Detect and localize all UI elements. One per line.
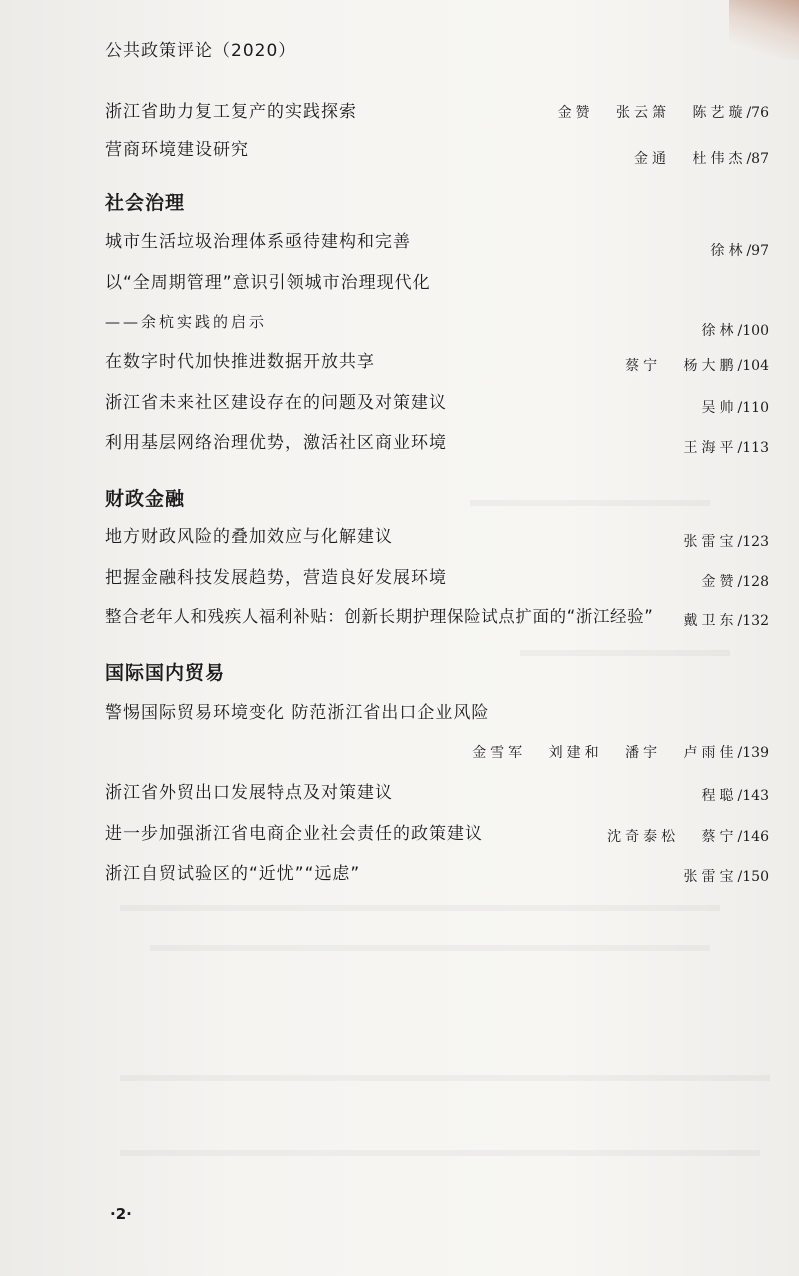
author-names: 金雪军 刘建和 潘宇 卢雨佳 [472, 745, 738, 761]
page-number: ·2· [110, 1205, 132, 1223]
author-names: 徐林 [710, 243, 747, 259]
toc-entry-title: 浙江省助力复工复产的实践探索 [105, 102, 357, 122]
toc-entry-subtitle: ——余杭实践的启示 [105, 313, 268, 331]
page-ref: /104 [737, 358, 769, 374]
author-names: 沈奇泰松 蔡宁 [607, 829, 738, 845]
page-ref: /100 [737, 323, 769, 339]
running-header: 公共政策评论（2020） [105, 41, 297, 61]
toc-entry-authors [702, 320, 769, 340]
toc-entry-title: 营商环境建设研究 [105, 140, 249, 160]
toc-entry-title: 把握金融科技发展趋势，营造良好发展环境 [105, 568, 447, 588]
page-ref: /139 [737, 745, 769, 761]
author-names: 王海平 [683, 440, 738, 456]
section-heading: 财政金融 [105, 488, 186, 510]
toc-entry-title: 浙江自贸试验区的“近忧”“远虑” [105, 864, 361, 884]
toc-entry-authors [634, 148, 769, 168]
toc-entry-title: 浙江省外贸出口发展特点及对策建议 [105, 783, 393, 803]
toc-entry-authors [702, 397, 769, 417]
toc-entry-title: 地方财政风险的叠加效应与化解建议 [105, 527, 393, 547]
bleed-through-mark [520, 650, 730, 656]
page-ref: /123 [737, 534, 769, 550]
toc-entry-authors [702, 571, 769, 591]
toc-entry-authors [702, 785, 769, 805]
section-heading: 社会治理 [105, 192, 186, 214]
page-ref: /128 [737, 574, 769, 590]
toc-entry-title: 以“全周期管理”意识引领城市治理现代化 [105, 273, 431, 293]
toc-entry-authors [684, 531, 769, 551]
author-names: 张雷宝 [683, 534, 738, 550]
author-names: 徐林 [701, 323, 738, 339]
page-corner-shadow [729, 0, 799, 60]
page-ref: /97 [746, 243, 769, 259]
toc-entry-authors [684, 866, 769, 886]
author-names: 张雷宝 [683, 869, 738, 885]
bleed-through-mark [150, 945, 710, 951]
toc-entry-title: 城市生活垃圾治理体系亟待建构和完善 [105, 232, 411, 252]
page-ref: /146 [737, 829, 769, 845]
page-ref: /150 [737, 869, 769, 885]
toc-entry-title: 在数字时代加快推进数据开放共享 [105, 352, 375, 372]
bleed-through-mark [120, 905, 720, 911]
author-names: 程聪 [701, 788, 738, 804]
author-names: 戴卫东 [683, 613, 738, 629]
toc-entry-authors [607, 826, 769, 846]
page-ref: /143 [737, 788, 769, 804]
bleed-through-mark [470, 500, 710, 506]
toc-entry-authors [710, 240, 769, 260]
author-names: 金通 杜伟杰 [634, 151, 747, 167]
author-names: 金赞 张云箫 陈艺璇 [557, 105, 747, 121]
toc-entry-title: 利用基层网络治理优势，激活社区商业环境 [105, 433, 447, 453]
page-ref: /76 [746, 105, 769, 121]
toc-entry-authors [684, 610, 769, 630]
section-heading: 国际国内贸易 [105, 662, 226, 684]
toc-entry-authors [684, 437, 769, 457]
toc-entry-title: 警惕国际贸易环境变化 防范浙江省出口企业风险 [105, 703, 490, 723]
toc-entry-title: 整合老年人和残疾人福利补贴：创新长期护理保险试点扩面的“浙江经验” [105, 607, 654, 626]
toc-entry-authors [472, 742, 769, 762]
page-ref: /132 [737, 613, 769, 629]
bleed-through-mark [120, 1075, 770, 1081]
page-ref: /113 [737, 440, 769, 456]
author-names: 吴帅 [701, 400, 738, 416]
toc-entry-authors [558, 102, 769, 122]
page-ref: /87 [746, 151, 769, 167]
page-ref: /110 [737, 400, 769, 416]
toc-entry-title: 进一步加强浙江省电商企业社会责任的政策建议 [105, 824, 483, 844]
author-names: 金赞 [701, 574, 738, 590]
bleed-through-mark [120, 1150, 760, 1156]
toc-entry-authors [625, 355, 769, 375]
author-names: 蔡宁 杨大鹏 [625, 358, 738, 374]
toc-entry-title: 浙江省未来社区建设存在的问题及对策建议 [105, 393, 447, 413]
